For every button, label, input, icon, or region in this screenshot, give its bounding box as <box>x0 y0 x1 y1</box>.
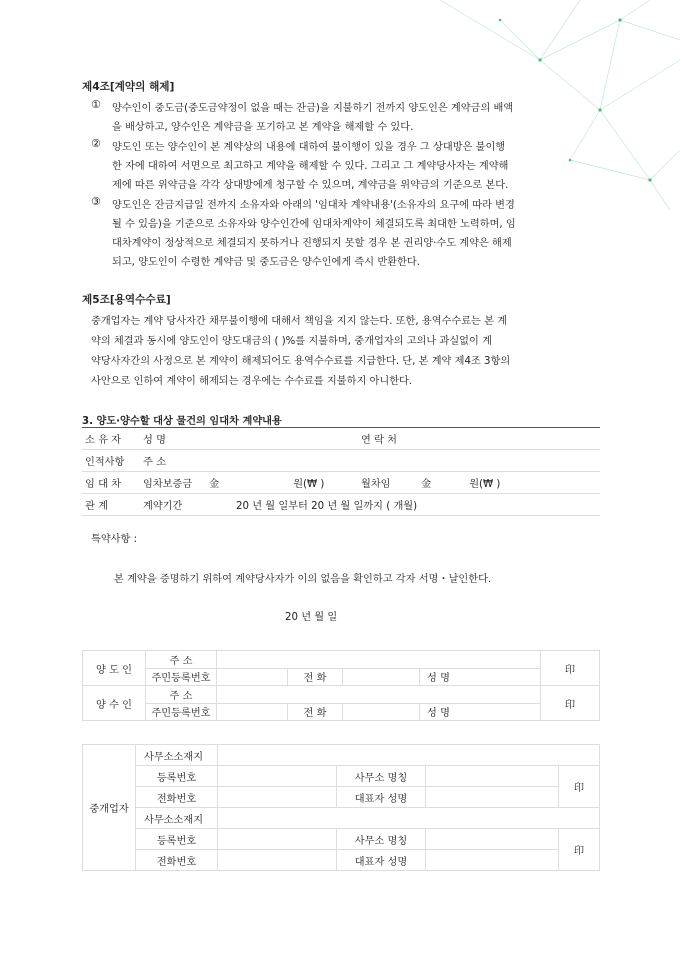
transferee-id-field[interactable] <box>217 703 288 721</box>
transferee-seal: 印 <box>541 686 600 721</box>
broker2-office-name-field[interactable] <box>426 829 559 850</box>
article-4-item-1-line-1: 양수인이 중도금(중도금약정이 없을 때는 잔금)을 지불하기 전까지 양도인은 계약금의 배액 <box>112 103 514 114</box>
broker1-reg-label: 등록번호 <box>136 766 218 787</box>
section-3-title: 3. 양도·양수할 대상 물건의 임대차 계약내용 <box>82 416 282 427</box>
article-5-title: 제5조[용역수수료] <box>82 294 171 306</box>
owner-contact-field[interactable] <box>418 428 600 450</box>
broker2-office-name-label: 사무소 명칭 <box>337 829 426 850</box>
transferor-address-label: 주 소 <box>146 651 217 669</box>
owner-info-label: 인적사항 <box>82 450 140 472</box>
broker1-phone-label: 전화번호 <box>136 787 218 808</box>
period-field[interactable]: 20 년 월 일부터 20 년 월 일까지 ( 개월) <box>206 494 600 516</box>
transferee-phone-label: 전 화 <box>288 703 343 721</box>
transferee-label: 양 수 인 <box>83 686 146 721</box>
transferee-address-field[interactable] <box>217 686 541 704</box>
broker1-office-name-field[interactable] <box>426 766 559 787</box>
broker2-reg-label: 등록번호 <box>136 829 218 850</box>
article-4-item-3-line-1: 양도인은 잔금지급일 전까지 소유자와 아래의 '임대차 계약내용'(소유자의 요구에 따라 변경 <box>112 200 515 211</box>
item-1-number: ① <box>91 98 101 111</box>
broker2-phone-label: 전화번호 <box>136 850 218 871</box>
article-4-item-2-line-3: 제에 따른 위약금을 각각 상대방에게 청구할 수 있으며, 계약금을 위약금의 기준으로 본다. <box>112 180 509 191</box>
item-3-number: ③ <box>91 195 101 208</box>
broker-table <box>82 744 600 871</box>
article-4-item-2-line-2: 한 자에 대하여 서면으로 최고하고 계약을 해제할 수 있다. 그리고 그 계약당사자는 계약해 <box>112 161 509 172</box>
owner-contact-label: 연 락 처 <box>358 428 418 450</box>
transferor-seal: 印 <box>541 651 600 686</box>
special-terms-label: 특약사항 : <box>91 534 138 545</box>
transferee-id-label: 주민등록번호 <box>146 703 217 721</box>
broker2-office-address-field[interactable] <box>218 808 600 829</box>
monthly-rent-label: 월차임 <box>358 472 418 494</box>
broker2-seal: 印 <box>559 829 600 871</box>
lease-label-top: 임 대 차 <box>82 472 140 494</box>
broker1-reg-field[interactable] <box>218 766 337 787</box>
deposit-gold-mark: 金 <box>209 479 220 490</box>
monthly-gold-mark: 金 <box>421 479 432 490</box>
transferor-phone-label: 전 화 <box>288 668 343 686</box>
lease-label-bottom: 관 계 <box>82 494 140 516</box>
broker-label: 중개업자 <box>83 745 136 871</box>
transferor-id-field[interactable] <box>217 668 288 686</box>
transferor-name-cell[interactable] <box>420 668 541 686</box>
article-4-item-2-line-1: 양도인 또는 양수인이 본 계약상의 내용에 대하여 불이행이 있을 경우 그 상대방은 불이행 <box>112 142 506 153</box>
broker1-phone-field[interactable] <box>218 787 337 808</box>
broker1-office-name-label: 사무소 명칭 <box>337 766 426 787</box>
owner-name-field[interactable] <box>206 428 358 450</box>
article-4-title: 제4조[계약의 해제] <box>82 81 175 93</box>
broker2-rep-label: 대표자 성명 <box>337 850 426 871</box>
deposit-label: 임차보증금 <box>140 472 206 494</box>
owner-address-field[interactable] <box>206 450 600 472</box>
parties-table <box>82 650 600 721</box>
owner-address-label: 주 소 <box>140 450 206 472</box>
transferee-phone-field[interactable] <box>343 703 420 721</box>
transferor-address-field[interactable] <box>217 651 541 669</box>
transferee-name-cell[interactable] <box>420 703 541 721</box>
broker1-office-address-label: 사무소소재지 <box>136 745 218 766</box>
period-label: 계약기간 <box>140 494 206 516</box>
owner-label: 소 유 자 <box>82 428 140 450</box>
deposit-won-text: 원(₩ ) <box>293 479 325 490</box>
transferee-name-label: 성 명 <box>427 708 450 720</box>
monthly-won-text: 원(₩ ) <box>469 479 501 490</box>
broker2-office-address-label: 사무소소재지 <box>136 808 218 829</box>
article-5-line-2: 약의 체결과 동시에 양도인이 양도대금의 ( )%를 지불하며, 중개업자의 고의나 과실없이 계 <box>91 336 492 347</box>
broker1-office-address-field[interactable] <box>218 745 600 766</box>
article-4-item-3-line-4: 되고, 양도인이 수령한 계약금 및 중도금은 양수인에게 즉시 반환한다. <box>112 257 420 268</box>
article-4-item-3-line-2: 될 수 있음)을 기준으로 소유자와 양수인간에 임대차계약이 체결되도록 최대한 노력하며, 임 <box>112 219 516 230</box>
article-5-line-4: 사안으로 인하여 계약이 해제되는 경우에는 수수료를 지불하지 아니한다. <box>91 376 413 387</box>
contract-date: 20 년 월 일 <box>285 612 338 623</box>
deposit-field[interactable] <box>206 472 358 494</box>
broker1-rep-field[interactable] <box>426 787 559 808</box>
transferor-label: 양 도 인 <box>83 651 146 686</box>
article-4-item-3-line-3: 대차계약이 정상적으로 체결되지 못하거나 진행되지 못할 경우 본 권리양·수도 계약은 해제 <box>112 238 512 249</box>
owner-name-label: 성 명 <box>140 428 206 450</box>
broker1-seal: 印 <box>559 766 600 808</box>
lease-contract-table <box>82 427 600 516</box>
article-5-line-1: 중개업자는 계약 당사자간 채무불이행에 대해서 책임을 지지 않는다. 또한, 용역수수료는 본 계 <box>91 316 508 327</box>
broker2-rep-field[interactable] <box>426 850 559 871</box>
broker2-reg-field[interactable] <box>218 829 337 850</box>
broker2-phone-field[interactable] <box>218 850 337 871</box>
broker1-rep-label: 대표자 성명 <box>337 787 426 808</box>
article-5-line-3: 약당사자간의 사정으로 본 계약이 해제되어도 용역수수료를 지급한다. 단, 본 계약 제4조 3항의 <box>91 356 511 367</box>
confirmation-statement: 본 계약을 증명하기 위하여 계약당사자가 이의 없음을 확인하고 각자 서명・날인한다. <box>114 574 492 585</box>
article-4-item-1-line-2: 을 배상하고, 양수인은 계약금을 포기하고 본 계약을 해제할 수 있다. <box>112 122 414 133</box>
transferor-id-label: 주민등록번호 <box>146 668 217 686</box>
transferor-name-label: 성 명 <box>427 673 450 685</box>
transferor-phone-field[interactable] <box>343 668 420 686</box>
transferee-address-label: 주 소 <box>146 686 217 704</box>
monthly-rent-field[interactable] <box>418 472 600 494</box>
item-2-number: ② <box>91 137 101 150</box>
